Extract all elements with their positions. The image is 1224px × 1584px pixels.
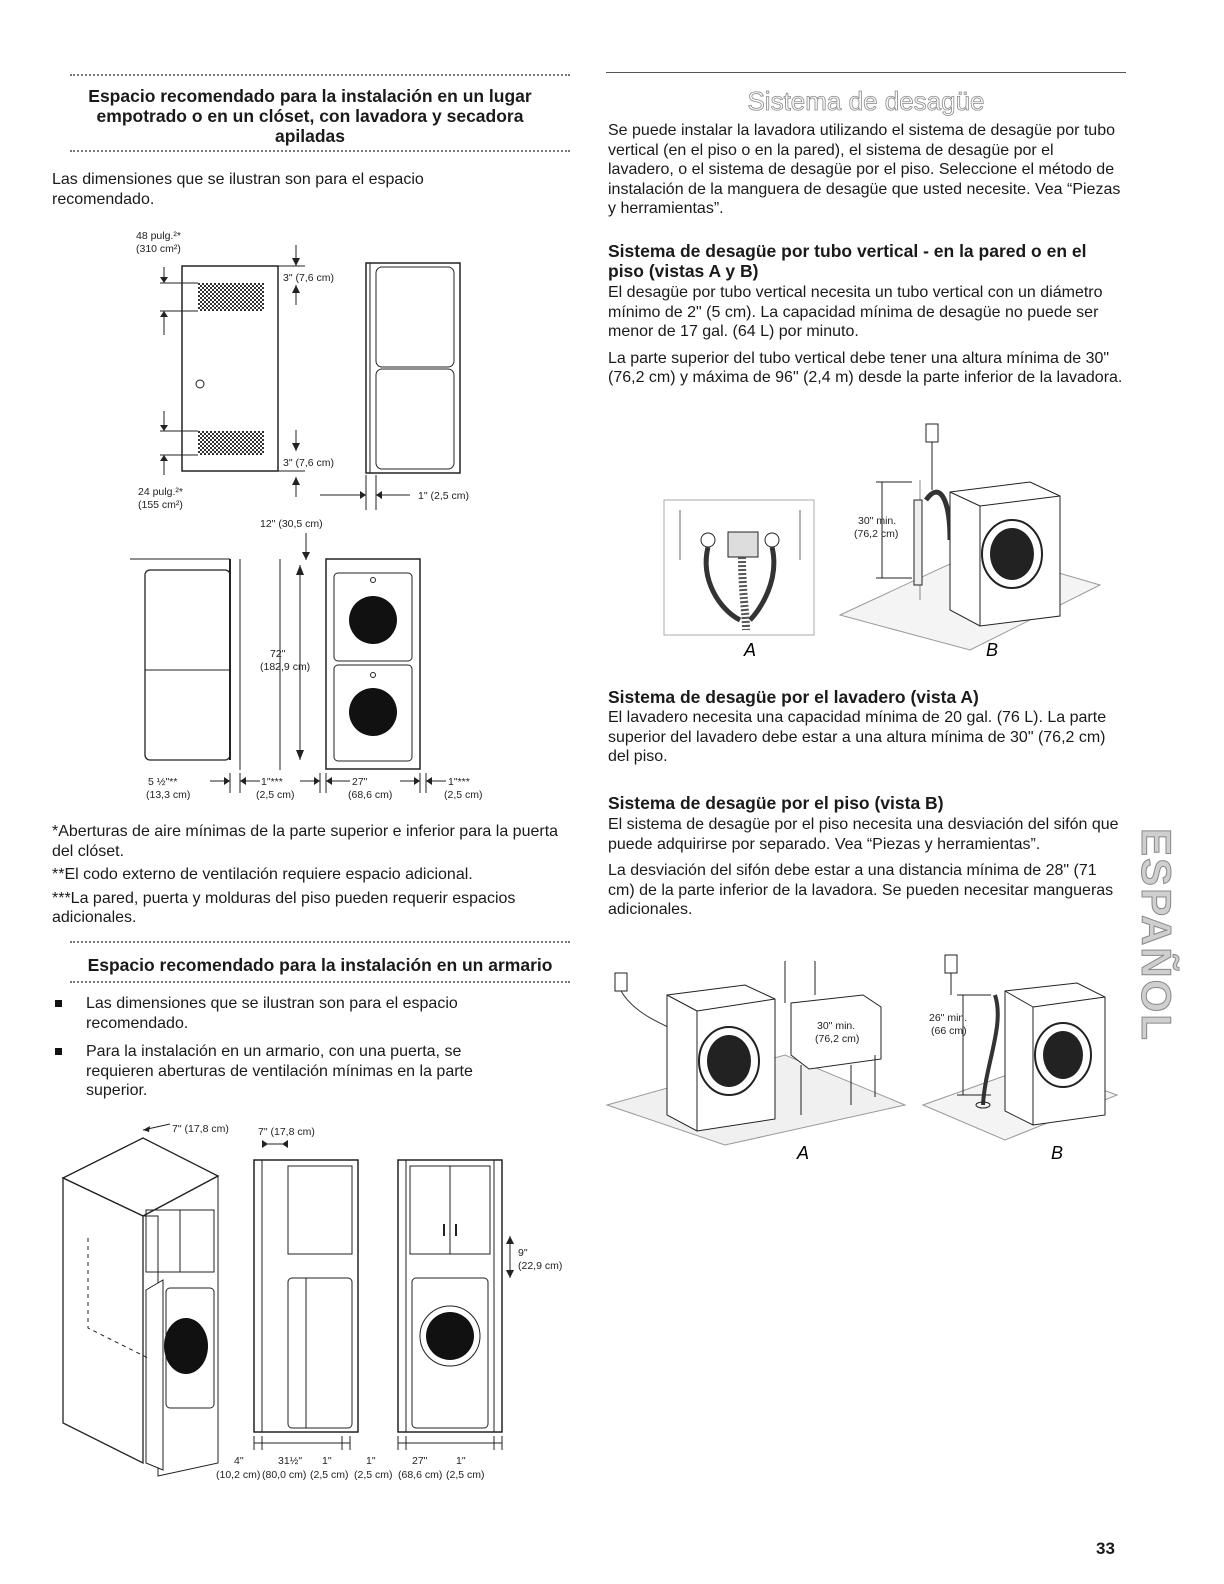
side-gap-label: 1" (2,5 cm): [418, 490, 469, 502]
washer-a-door: [707, 1035, 751, 1087]
drain-figures: [605, 955, 1125, 1165]
bullet-square: [55, 1048, 62, 1055]
front-washer-door: [426, 1312, 474, 1360]
dim-d-cm: (2,5 cm): [444, 789, 483, 801]
view-b-label: B: [986, 640, 999, 660]
standpipe-box: [728, 532, 758, 557]
language-tab: [1128, 815, 1184, 1055]
top-vent-area-cm: (310 cm²): [136, 243, 181, 255]
intro-text: Las dimensiones que se ilustran son para el espacio recomendado.: [52, 171, 424, 208]
hot-valve: [701, 533, 715, 547]
bottom-vent-area-cm: (155 cm²): [138, 499, 183, 511]
b5-cm: (68,6 cm): [398, 1469, 443, 1481]
b1: 4": [234, 1455, 244, 1467]
depth-b-label: 7" (17,8 cm): [258, 1126, 315, 1138]
laundry-tub-heading: Sistema de desagüe por el lavadero (vista A): [608, 687, 979, 707]
washer-b-door: [990, 528, 1034, 580]
height-cm: (182,9 cm): [260, 661, 311, 673]
cabinet-washer-door: [164, 1318, 208, 1374]
stacked-closet-figure: [120, 225, 483, 810]
dryer-door: [349, 596, 397, 644]
standpipe-p2: La parte superior del tubo vertical debe tener una altura mínima de 30" (76,2 cm) y máxima de 96" (2,4 m) desde la parte inferior de la lavadora.: [608, 349, 1123, 386]
side-dryer: [376, 267, 454, 367]
washer-b2-door: [1043, 1031, 1083, 1079]
closet-side-wall: [366, 263, 460, 473]
b6: 1": [456, 1455, 466, 1467]
washer-door: [349, 688, 397, 736]
top-vent: [198, 283, 264, 311]
view-b-label-2: B: [1051, 1143, 1064, 1163]
rule-armario-top: [70, 941, 570, 943]
dim-b: 1"***: [261, 776, 283, 788]
standpipe-min-label: 30" min.: [858, 515, 897, 527]
door-knob: [196, 380, 204, 388]
top-vent-area-label: 48 pulg.²*: [136, 230, 181, 242]
top-rule-right: [606, 72, 1126, 73]
section-heading-stacked: Espacio recomendado para la instalación en un lugar empotrado o en un clóset, con lavadora y secadora apiladas: [88, 86, 532, 146]
b2: 31½": [278, 1455, 303, 1467]
floor-drain-min-cm: (66 cm): [931, 1025, 967, 1037]
standpipe-heading: Sistema de desagüe por tubo vertical - en la pared o en el piso (vistas A y B): [608, 241, 1087, 281]
cabinet-side: [63, 1178, 143, 1463]
tub-min-cm: (76,2 cm): [815, 1033, 860, 1045]
b4: 1": [366, 1455, 376, 1467]
b1-cm: (10,2 cm): [216, 1469, 261, 1481]
footnotes: [52, 822, 572, 932]
standpipe-min-cm: (76,2 cm): [854, 528, 899, 540]
laundry-tub: [791, 995, 881, 1069]
depth-a-label: 7" (17,8 cm): [172, 1123, 229, 1135]
bottom-gap-label: 3" (7,6 cm): [283, 457, 334, 469]
closet-door-open: [145, 570, 230, 760]
floor-drain-min-label: 26" min.: [929, 1012, 968, 1024]
floor-drain-p1: El sistema de desagüe por el piso necesita una desviación del sifón que puede adquirirse por separado. Vea “Piezas y herramientas”.: [608, 816, 1119, 853]
footnote-1: *Aberturas de aire mínimas de la parte superior e inferior para la puerta del clóset.: [52, 823, 559, 860]
heading-rule: [70, 150, 570, 152]
floor-drain-p2: La desviación del sifón debe estar a una distancia mínima de 28" (71 cm) de la parte inferior de la lavadora. Se pueden necesitar mangueras adicionales.: [608, 862, 1114, 918]
tub-min-label: 30" min.: [817, 1020, 856, 1032]
floor-drain-body: [608, 815, 1123, 927]
top-clearance-label: 12" (30,5 cm): [260, 518, 323, 530]
dim-a: 5 ½"**: [148, 776, 178, 788]
footnote-3: ***La pared, puerta y molduras del piso pueden requerir espacios adicionales.: [52, 889, 516, 926]
laundry-tub-p1: El lavadero necesita una capacidad mínima de 20 gal. (76 L). La parte superior del lavadero debe estar a una altura mínima de 30" (76,2 cm) del piso.: [608, 709, 1107, 765]
bullet-item: Las dimensiones que se ilustran son para el espacio recomendado.: [52, 994, 522, 1033]
stack-enclosure: [326, 559, 420, 769]
b3: 1": [322, 1455, 332, 1467]
open-door: [146, 1280, 163, 1470]
page-number: 33: [1096, 1539, 1115, 1558]
footnote-2: **El codo externo de ventilación requiere espacio adicional.: [52, 866, 473, 883]
b4-cm: (2,5 cm): [354, 1469, 393, 1481]
dim-b-cm: (2,5 cm): [256, 789, 295, 801]
dim-d: 1"***: [448, 776, 470, 788]
rule-armario-bottom: [70, 981, 570, 983]
b3-cm: (2,5 cm): [310, 1469, 349, 1481]
b5: 27": [412, 1455, 428, 1467]
standpipe-p1: El desagüe por tubo vertical necesita un tubo vertical con un diámetro mínimo de 2" (5 cm). La capacidad mínima de desagüe no puede ser menor de 17 gal. (64 L) por minuto.: [608, 284, 1103, 340]
top-space-label: 9": [518, 1247, 528, 1259]
b2-cm: (80,0 cm): [262, 1469, 307, 1481]
side-section-washer: [288, 1278, 352, 1428]
floor-drain-heading: Sistema de desagüe por el piso (vista B): [608, 793, 944, 813]
bottom-vent-area-label: 24 pulg.²*: [138, 486, 183, 498]
drain-intro: Se puede instalar la lavadora utilizando el sistema de desagüe por tubo vertical (en el piso o en la pared), el sistema de desagüe por el lavadero, o el sistema de desagüe por el piso. Seleccione el método de instalación de la manguera de desagüe que usted necesite. Vea “Piezas y herramientas”.: [608, 122, 1121, 217]
section-title: Sistema de desagüe: [747, 86, 985, 116]
view-a-label-2: A: [797, 1143, 810, 1163]
cabinet-bullets: [52, 994, 522, 1110]
cold-valve: [765, 533, 779, 547]
top-gap-label: 3" (7,6 cm): [283, 272, 334, 284]
top-rule-left: [70, 74, 570, 76]
language-tab-label: ESPAÑOL: [1133, 828, 1181, 1042]
bottom-vent: [198, 431, 264, 455]
side-washer: [376, 369, 454, 469]
top-space-cm: (22,9 cm): [518, 1260, 563, 1272]
dim-c-cm: (68,6 cm): [348, 789, 393, 801]
standpipe-body: [608, 283, 1123, 395]
height-label: 72": [270, 648, 286, 660]
bullet-item: Para la instalación en un armario, con una puerta, se requieren aberturas de ventilación mínimas en la parte superior.: [52, 1042, 522, 1101]
cabinet-figure: [58, 1118, 563, 1493]
dim-a-cm: (13,3 cm): [146, 789, 191, 801]
bullet-square: [55, 1000, 62, 1007]
standpipe-figure: [650, 420, 1110, 660]
b6-cm: (2,5 cm): [446, 1469, 485, 1481]
dim-c: 27": [352, 776, 368, 788]
section-heading-cabinet: Espacio recomendado para la instalación en un armario: [87, 955, 553, 975]
standpipe: [914, 500, 922, 585]
view-a-label: A: [744, 640, 757, 660]
